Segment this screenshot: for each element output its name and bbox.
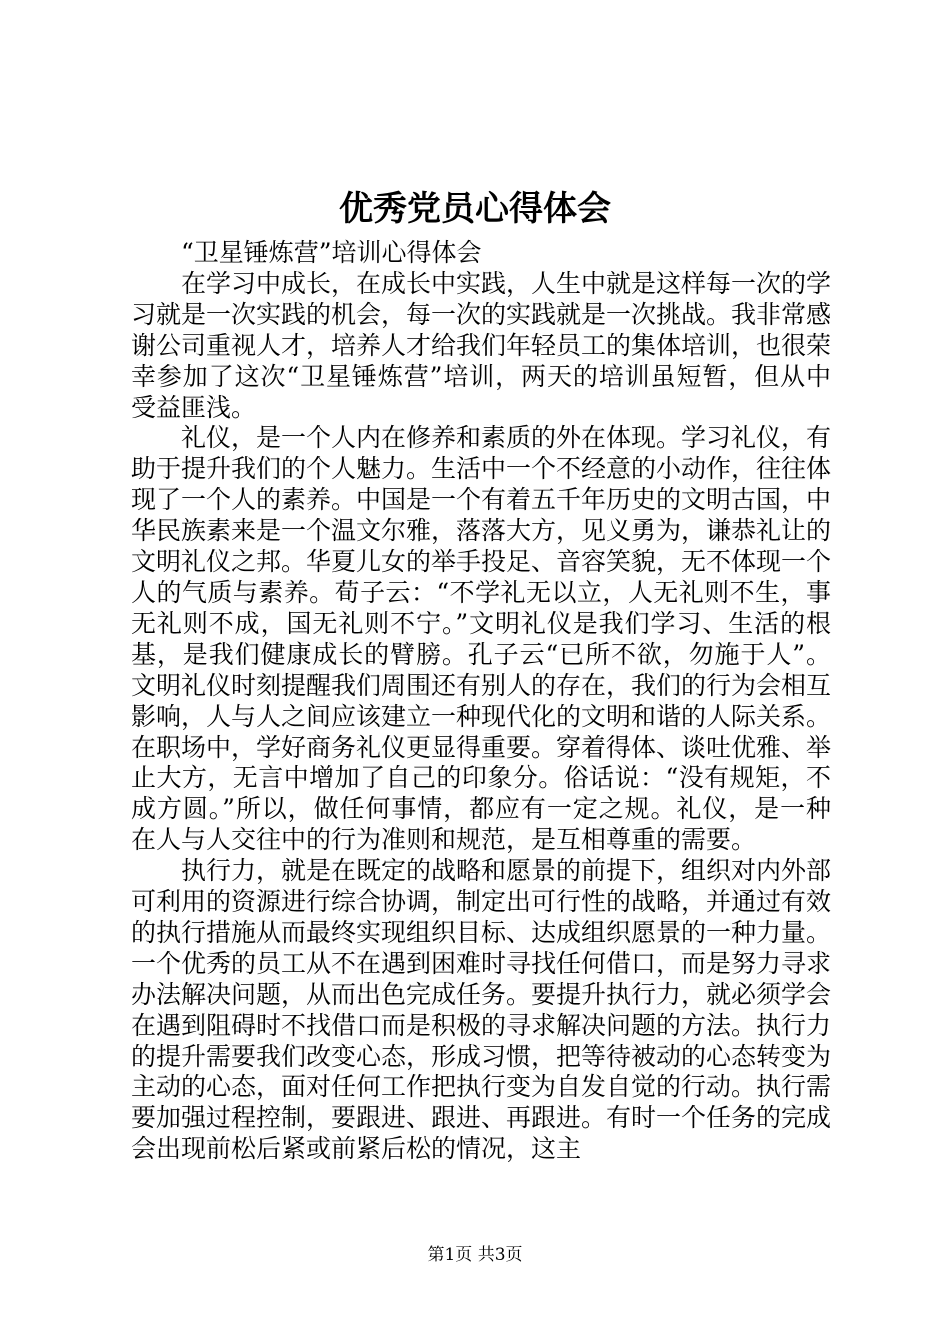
document-title: 优秀党员心得体会 — [339, 189, 611, 229]
document-body — [131, 238, 831, 1165]
body-paragraph-intro: 在学习中成长，在成长中实践，人生中就是这样每一次的学习就是一次实践的机会，每一次的实践就是一次挑战。我非常感谢公司重视人才，培养人才给我们年轻员工的集体培训，也很荣幸参加了这次“卫星锤炼营”培训，两天的培训虽短暂，但从中受益匪浅。 — [131, 268, 832, 422]
body-paragraph-execution: 执行力，就是在既定的战略和愿景的前提下，组织对内外部可利用的资源进行综合协调，制定出可行性的战略，并通过有效的执行措施从而最终实现组织目标、达成组织愿景的一种力量。一个优秀的员工从不在遇到困难时寻找任何借口，而是努力寻求办法解决问题，从而出色完成任务。要提升执行力，就必须学会在遇到阻碍时不找借口而是积极的寻求解决问题的方法。执行力的提升需要我们改变心态，形成习惯，把等待被动的心态转变为主动的心态，面对任何工作把执行变为自发自觉的行动。执行需要加强过程控制，要跟进、跟进、再跟进。有时一个任务的完成会出现前松后紧或前紧后松的情况，这主 — [131, 856, 832, 1164]
subtitle-paragraph: “卫星锤炼营”培训心得体会 — [181, 238, 482, 267]
page-number-footer: 第1页 共3页 — [427, 1245, 523, 1265]
body-paragraph-etiquette: 礼仪，是一个人内在修养和素质的外在体现。学习礼仪，有助于提升我们的个人魅力。生活中一个不经意的小动作，往往体现了一个人的素养。中国是一个有着五千年历史的文明古国，中华民族素来是一个温文尔雅，落落大方，见义勇为，谦恭礼让的文明礼仪之邦。华夏儿女的举手投足、音容笑貌，无不体现一个人的气质与素养。荀子云：“不学礼无以立，人无礼则不生，事无礼则不成，国无礼则不宁。”文明礼仪是我们学习、生活的根基，是我们健康成长的臂膀。孔子云“已所不欲，勿施于人”。文明礼仪时刻提醒我们周围还有别人的存在，我们的行为会相互影响，人与人之间应该建立一种现代化的文明和谐的人际关系。在职场中，学好商务礼仪更显得重要。穿着得体、谈吐优雅、举止大方，无言中增加了自己的印象分。俗话说：“没有规矩，不成方圆。”所以，做任何事情，都应有一定之规。礼仪，是一种在人与人交往中的行为准则和规范，是互相尊重的需要。 — [131, 423, 832, 855]
